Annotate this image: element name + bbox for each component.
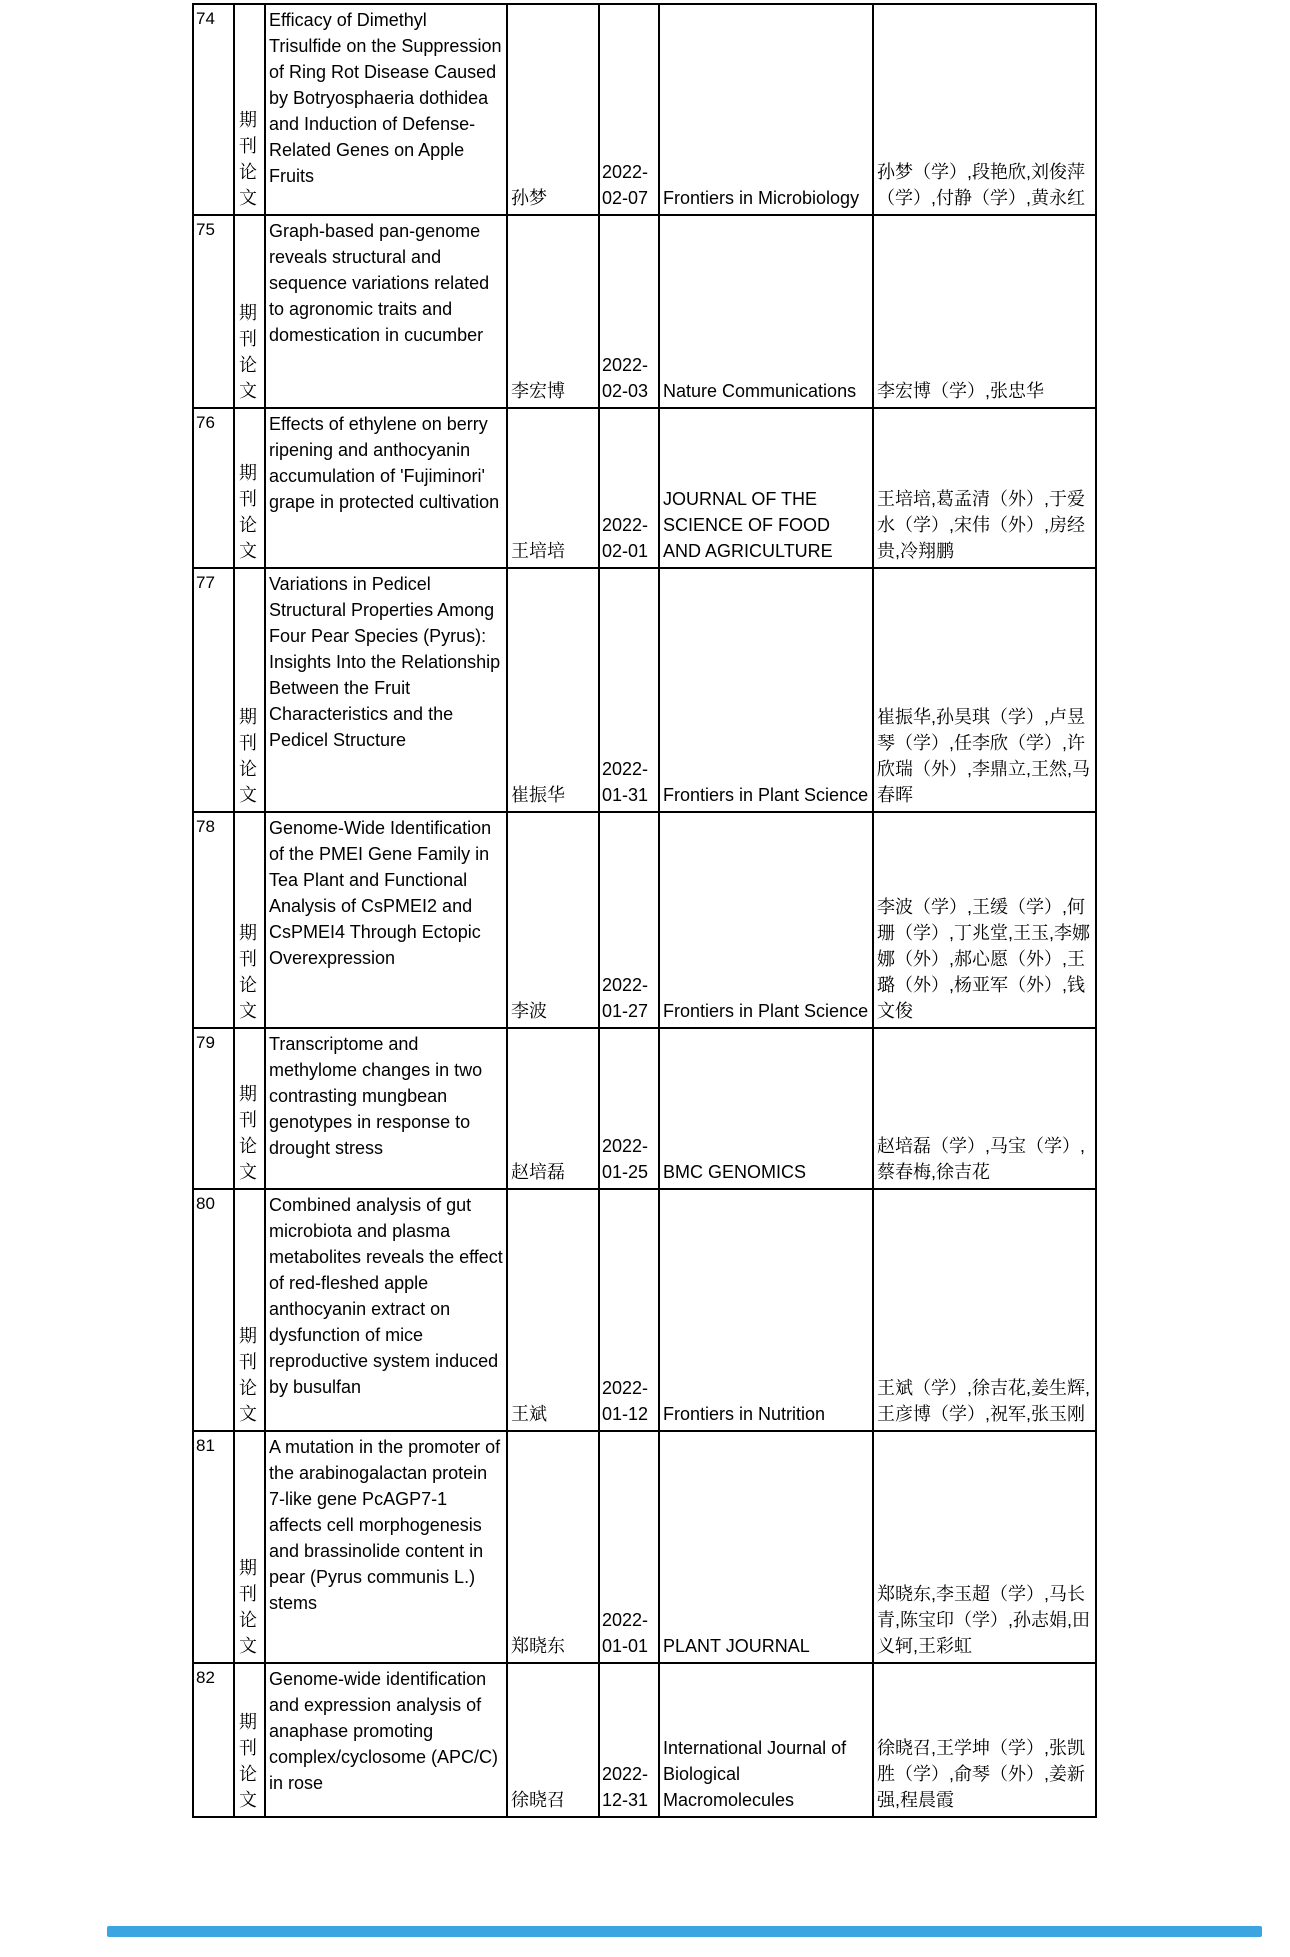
paper-title-cell: Transcriptome and methylome changes in two contrasting mungbean genotypes in response to drought stress: [265, 1028, 507, 1189]
paper-type-cell: [234, 215, 265, 408]
journal-cell: PLANT JOURNAL: [659, 1431, 873, 1663]
paper-type-cell: [234, 1431, 265, 1663]
table-body: [193, 4, 1096, 1817]
paper-type-cell: [234, 1189, 265, 1431]
paper-type-label: 期刊论文: [239, 1084, 257, 1182]
row-number-cell: 82: [193, 1663, 234, 1817]
table-row: [193, 1028, 1096, 1189]
first-author-cell: 王培培: [507, 408, 599, 568]
table-row: [193, 4, 1096, 215]
publish-date-cell: 2022-01-25: [599, 1028, 659, 1189]
paper-type-cell: [234, 1028, 265, 1189]
row-number-cell: 75: [193, 215, 234, 408]
row-number-cell: 76: [193, 408, 234, 568]
paper-title-cell: Combined analysis of gut microbiota and plasma metabolites reveals the effect of red-fleshed apple anthocyanin extract on dysfunction of mice reproductive system induced by busulfan: [265, 1189, 507, 1431]
paper-type-label: 期刊论文: [239, 1326, 257, 1424]
paper-type-label: 期刊论文: [239, 1558, 257, 1656]
coauthors-cell: 徐晓召,王学坤（学）,张凯胜（学）,俞琴（外）,姜新强,程晨霞: [873, 1663, 1096, 1817]
paper-title-cell: A mutation in the promoter of the arabinogalactan protein 7-like gene PcAGP7-1 affects cell morphogenesis and brassinolide content in pear (Pyrus communis L.) stems: [265, 1431, 507, 1663]
paper-type-label: 期刊论文: [239, 1712, 257, 1810]
journal-cell: Nature Communications: [659, 215, 873, 408]
coauthors-cell: 赵培磊（学）,马宝（学）,蔡春梅,徐吉花: [873, 1028, 1096, 1189]
table-row: [193, 215, 1096, 408]
publications-table: [192, 3, 1097, 1818]
table-row: [193, 1431, 1096, 1663]
journal-cell: JOURNAL OF THE SCIENCE OF FOOD AND AGRICULTURE: [659, 408, 873, 568]
first-author-cell: 李波: [507, 812, 599, 1028]
paper-title-cell: Efficacy of Dimethyl Trisulfide on the Suppression of Ring Rot Disease Caused by Botryosphaeria dothidea and Induction of Defense-Related Genes on Apple Fruits: [265, 4, 507, 215]
publish-date-cell: 2022-01-01: [599, 1431, 659, 1663]
horizontal-scrollbar-thumb[interactable]: [107, 1926, 1262, 1937]
journal-cell: Frontiers in Plant Science: [659, 568, 873, 812]
publish-date-cell: 2022-01-27: [599, 812, 659, 1028]
table-row: [193, 1189, 1096, 1431]
paper-title-cell: Effects of ethylene on berry ripening and anthocyanin accumulation of 'Fujiminori' grape in protected cultivation: [265, 408, 507, 568]
table-row: [193, 812, 1096, 1028]
paper-type-label: 期刊论文: [239, 463, 257, 561]
paper-type-cell: [234, 408, 265, 568]
table-row: [193, 1663, 1096, 1817]
paper-title-cell: Genome-wide identification and expression analysis of anaphase promoting complex/cyclosome (APC/C) in rose: [265, 1663, 507, 1817]
paper-type-cell: [234, 1663, 265, 1817]
publish-date-cell: 2022-02-07: [599, 4, 659, 215]
coauthors-cell: 崔振华,孙昊琪（学）,卢昱琴（学）,任李欣（学）,许欣瑞（外）,李鼎立,王然,马春晖: [873, 568, 1096, 812]
paper-title-cell: Genome-Wide Identification of the PMEI Gene Family in Tea Plant and Functional Analysis of CsPMEI2 and CsPMEI4 Through Ectopic Overexpression: [265, 812, 507, 1028]
journal-cell: BMC GENOMICS: [659, 1028, 873, 1189]
coauthors-cell: 李波（学）,王缓（学）,何珊（学）,丁兆堂,王玉,李娜娜（外）,郝心愿（外）,王璐（外）,杨亚军（外）,钱文俊: [873, 812, 1096, 1028]
paper-type-label: 期刊论文: [239, 303, 257, 401]
journal-cell: Frontiers in Microbiology: [659, 4, 873, 215]
coauthors-cell: 李宏博（学）,张忠华: [873, 215, 1096, 408]
paper-type-cell: [234, 812, 265, 1028]
paper-type-label: 期刊论文: [239, 707, 257, 805]
first-author-cell: 李宏博: [507, 215, 599, 408]
row-number-cell: 80: [193, 1189, 234, 1431]
publish-date-cell: 2022-01-12: [599, 1189, 659, 1431]
publish-date-cell: 2022-12-31: [599, 1663, 659, 1817]
paper-type-cell: [234, 4, 265, 215]
coauthors-cell: 王培培,葛孟清（外）,于爱水（学）,宋伟（外）,房经贵,冷翔鹏: [873, 408, 1096, 568]
journal-cell: Frontiers in Plant Science: [659, 812, 873, 1028]
paper-title-cell: Graph-based pan-genome reveals structural and sequence variations related to agronomic traits and domestication in cucumber: [265, 215, 507, 408]
journal-cell: International Journal of Biological Macromolecules: [659, 1663, 873, 1817]
first-author-cell: 孙梦: [507, 4, 599, 215]
table-row: [193, 408, 1096, 568]
paper-title-cell: Variations in Pedicel Structural Properties Among Four Pear Species (Pyrus): Insights Into the Relationship Between the Fruit Characteristics and the Pedicel Structure: [265, 568, 507, 812]
first-author-cell: 徐晓召: [507, 1663, 599, 1817]
coauthors-cell: 王斌（学）,徐吉花,姜生辉,王彦博（学）,祝军,张玉刚: [873, 1189, 1096, 1431]
publish-date-cell: 2022-01-31: [599, 568, 659, 812]
journal-cell: Frontiers in Nutrition: [659, 1189, 873, 1431]
row-number-cell: 78: [193, 812, 234, 1028]
row-number-cell: 81: [193, 1431, 234, 1663]
row-number-cell: 74: [193, 4, 234, 215]
row-number-cell: 79: [193, 1028, 234, 1189]
paper-type-label: 期刊论文: [239, 110, 257, 208]
coauthors-cell: 孙梦（学）,段艳欣,刘俊萍（学）,付静（学）,黄永红: [873, 4, 1096, 215]
coauthors-cell: 郑晓东,李玉超（学）,马长青,陈宝印（学）,孙志娟,田义轲,王彩虹: [873, 1431, 1096, 1663]
table-row: [193, 568, 1096, 812]
paper-type-cell: [234, 568, 265, 812]
first-author-cell: 赵培磊: [507, 1028, 599, 1189]
first-author-cell: 王斌: [507, 1189, 599, 1431]
row-number-cell: 77: [193, 568, 234, 812]
first-author-cell: 崔振华: [507, 568, 599, 812]
publish-date-cell: 2022-02-03: [599, 215, 659, 408]
publish-date-cell: 2022-02-01: [599, 408, 659, 568]
paper-type-label: 期刊论文: [239, 923, 257, 1021]
first-author-cell: 郑晓东: [507, 1431, 599, 1663]
